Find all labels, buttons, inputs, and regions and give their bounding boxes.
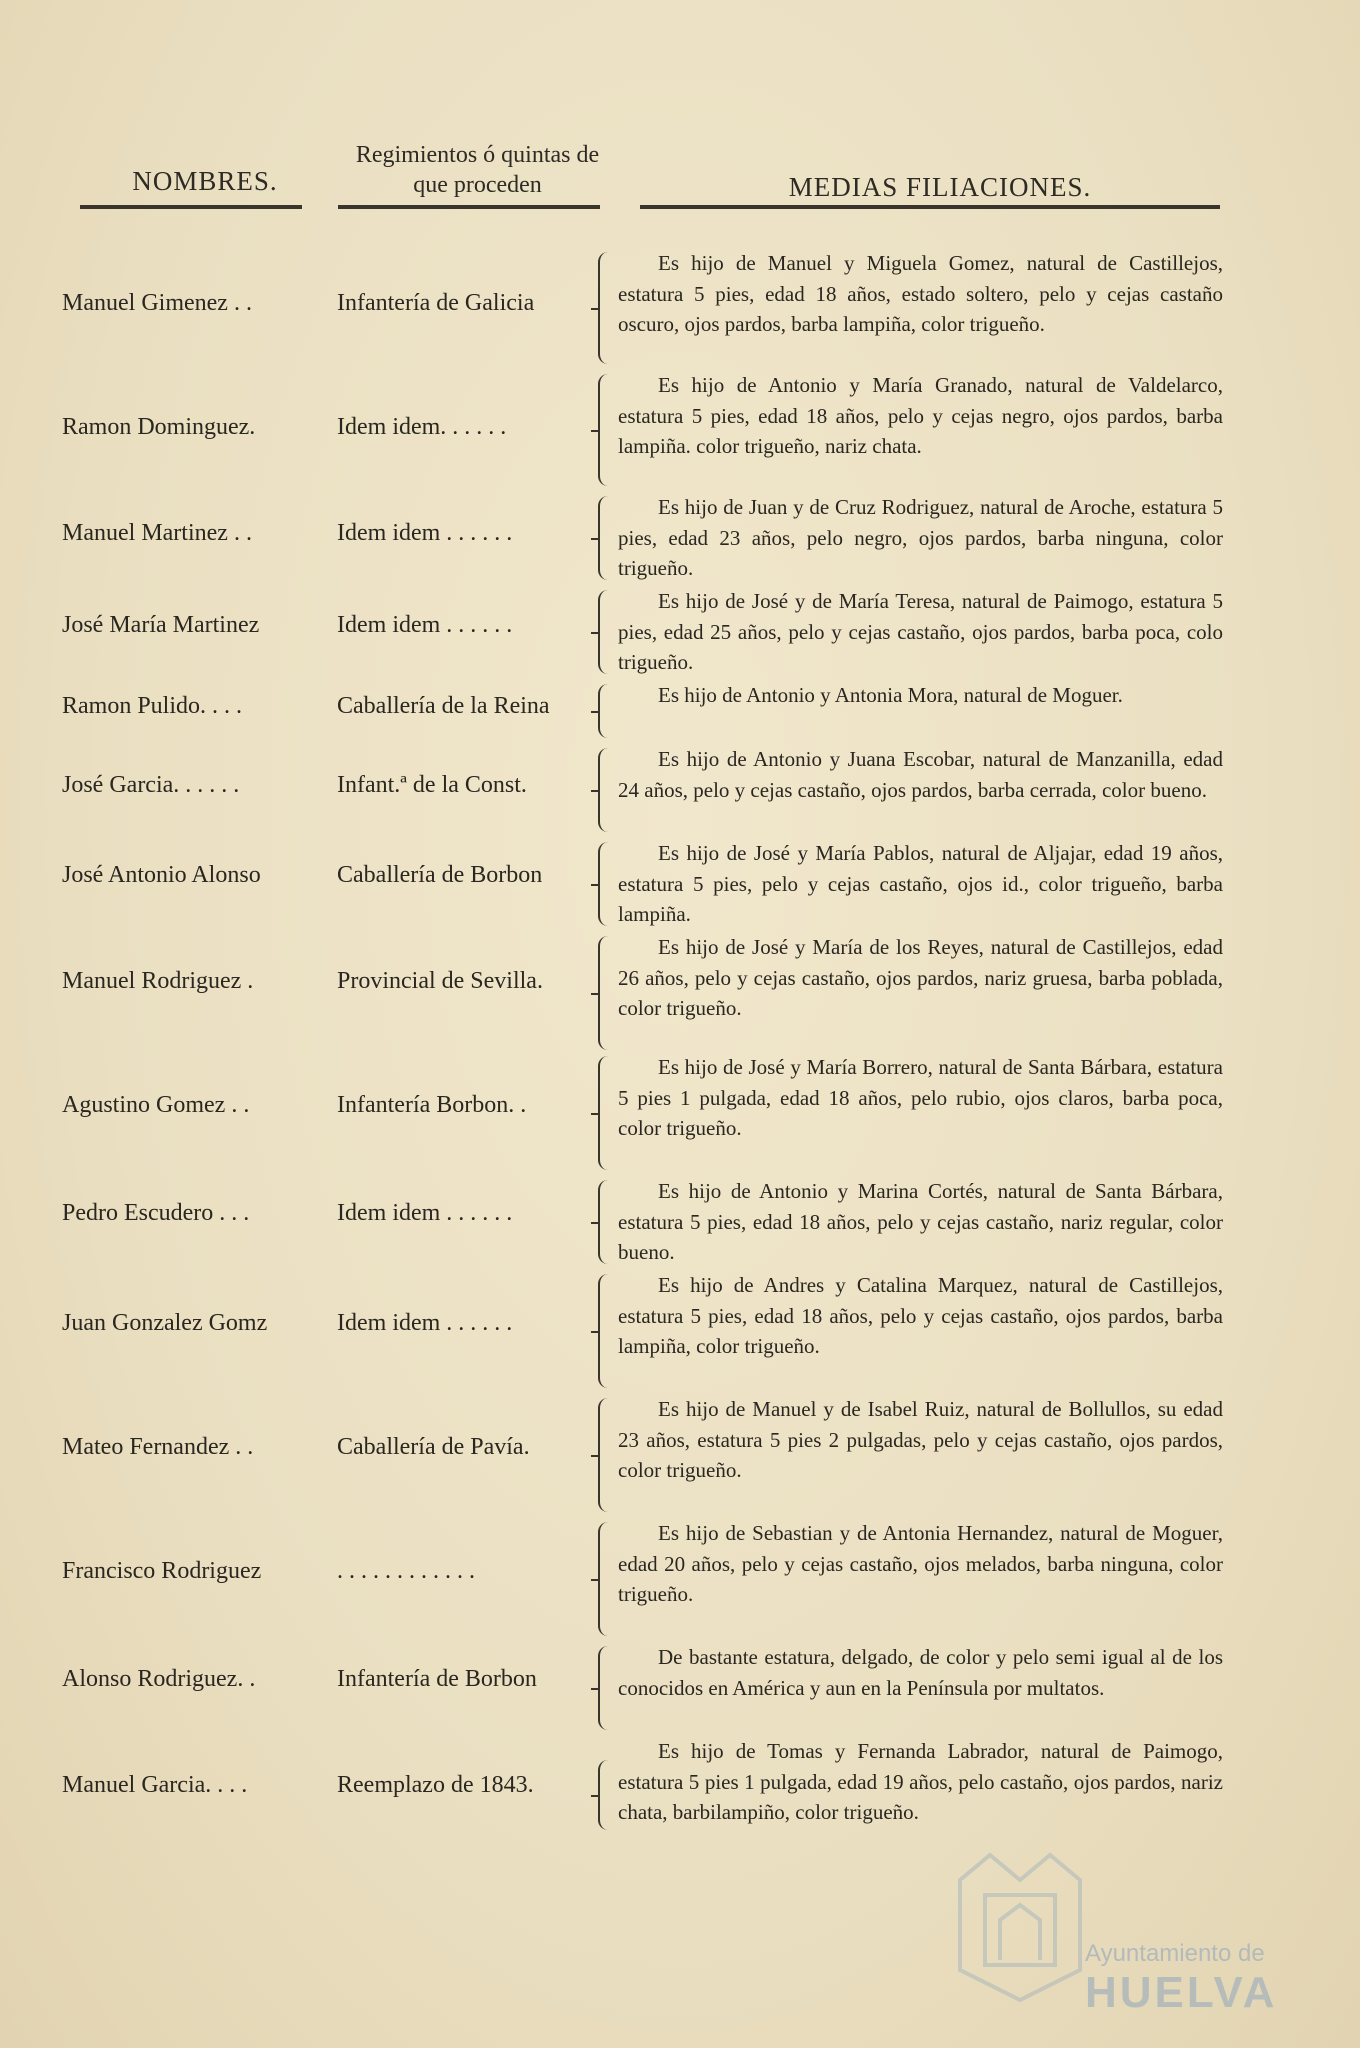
table-row (0, 1518, 1360, 1640)
row-regiment: Idem idem. . . . . . (337, 414, 507, 440)
row-description: Es hijo de José y María Borrero, natural de Santa Bárbara, estatura 5 pies 1 pulgada, edad 18 años, pelo rubio, ojos claros, barba poca, color trigueño. (618, 1055, 1223, 1140)
row-brace (598, 1274, 618, 1388)
row-brace (598, 748, 618, 832)
row-regiment: Infantería Borbon. . (337, 1092, 527, 1118)
row-name: Francisco Rodriguez (62, 1558, 262, 1584)
table-row (0, 1176, 1360, 1268)
table-row (0, 1642, 1360, 1734)
header-descriptions: MEDIAS FILIACIONES. (788, 172, 1092, 202)
watermark-line2: HUELVA (1085, 1968, 1278, 2017)
row-brace (598, 590, 618, 674)
row-name: Manuel Gimenez . . (62, 290, 252, 316)
row-brace (598, 1522, 618, 1636)
table-row (0, 1394, 1360, 1516)
row-brace (598, 496, 618, 580)
row-regiment: Infantería de Borbon (337, 1666, 537, 1692)
row-brace (598, 842, 618, 926)
row-description: Es hijo de Tomas y Fernanda Labrador, natural de Paimogo, estatura 5 pies 1 pulgada, edad 19 años, pelo castaño, ojos pardos, nariz chata, barbilampiño, color trigueño. (618, 1739, 1223, 1824)
row-brace (598, 1760, 618, 1830)
row-name: José María Martinez (62, 612, 260, 638)
header-rule-regiments (338, 205, 600, 209)
row-description: Es hijo de Antonio y María Granado, natural de Valdelarco, estatura 5 pies, edad 18 años, pelo y cejas negro, ojos pardos, barba lampiña. color trigueño, nariz chata. (618, 373, 1223, 458)
row-description: Es hijo de Antonio y Juana Escobar, natural de Manzanilla, edad 24 años, pelo y cejas castaño, ojos pardos, barba cerrada, color bueno. (618, 747, 1223, 802)
row-name: Juan Gonzalez Gomz (62, 1310, 268, 1336)
row-description: Es hijo de José y de María Teresa, natural de Paimogo, estatura 5 pies, edad 25 años, pelo y cejas castaño, ojos pardos, barba poca, colo trigueño. (618, 589, 1223, 674)
row-brace (598, 1646, 618, 1730)
header-regiments: Regimientos ó quintas de que proceden (355, 142, 600, 198)
table-row (0, 838, 1360, 930)
row-brace (598, 936, 618, 1050)
table-row (0, 1270, 1360, 1392)
row-regiment: Idem idem . . . . . . (337, 520, 513, 546)
header-names: NOMBRES. (132, 166, 278, 196)
row-name: Ramon Dominguez. (62, 414, 256, 440)
row-brace (598, 1056, 618, 1170)
row-name: José Garcia. . . . . . (62, 772, 240, 798)
row-brace (598, 252, 618, 364)
row-regiment: Infant.ª de la Const. (337, 772, 527, 798)
row-regiment: Idem idem . . . . . . (337, 1200, 513, 1226)
row-brace (598, 1398, 618, 1512)
row-regiment: . . . . . . . . . . . . (337, 1558, 475, 1584)
table-row (0, 744, 1360, 836)
row-description: Es hijo de José y María Pablos, natural de Aljajar, edad 19 años, estatura 5 pies, pelo y cejas castaño, ojos id., color trigueño, barba lampiña. (618, 841, 1223, 926)
row-description: Es hijo de José y María de los Reyes, natural de Castillejos, edad 26 años, pelo y cejas castaño, ojos pardos, nariz gruesa, barba poblada, color trigueño. (618, 935, 1223, 1020)
row-description: Es hijo de Andres y Catalina Marquez, natural de Castillejos, estatura 5 pies, edad 18 años, pelo y cejas castaño, ojos pardos, barba lampiña, color trigueño. (618, 1273, 1223, 1358)
table-row (0, 370, 1360, 490)
table-row (0, 932, 1360, 1054)
row-description: Es hijo de Antonio y Marina Cortés, natural de Santa Bárbara, estatura 5 pies, edad 18 años, pelo y cejas castaño, nariz regular, color bueno. (618, 1179, 1223, 1264)
watermark-line1: Ayuntamiento de (1085, 1940, 1265, 1967)
row-regiment: Idem idem . . . . . . (337, 1310, 513, 1336)
row-brace (598, 374, 618, 486)
row-regiment: Caballería de Borbon (337, 862, 543, 888)
table-row (0, 680, 1360, 742)
table-row (0, 1052, 1360, 1174)
table-row (0, 492, 1360, 584)
table-row (0, 586, 1360, 678)
row-name: Pedro Escudero . . . (62, 1200, 250, 1226)
row-regiment: Caballería de Pavía. (337, 1434, 530, 1460)
row-name: Manuel Garcia. . . . (62, 1772, 248, 1798)
row-description: Es hijo de Manuel y Miguela Gomez, natural de Castillejos, estatura 5 pies, edad 18 años, estado soltero, pelo y cejas castaño oscuro, ojos pardos, barba lampiña, color trigueño. (618, 251, 1223, 336)
row-name: Alonso Rodriguez. . (62, 1666, 256, 1692)
header-rule-descriptions (640, 205, 1220, 209)
row-description: Es hijo de Juan y de Cruz Rodriguez, natural de Aroche, estatura 5 pies, edad 23 años, pelo negro, ojos pardos, barba ninguna, color trigueño. (618, 495, 1223, 580)
row-description: Es hijo de Manuel y de Isabel Ruiz, natural de Bollullos, su edad 23 años, estatura 5 pies 2 pulgadas, pelo y cejas castaño, ojos pardos, color trigueño. (618, 1397, 1223, 1482)
row-regiment: Reemplazo de 1843. (337, 1772, 534, 1798)
row-regiment: Caballería de la Reina (337, 693, 550, 719)
table-row (0, 248, 1360, 368)
header-rule-names (80, 205, 302, 209)
row-name: José Antonio Alonso (62, 862, 261, 888)
row-regiment: Idem idem . . . . . . (337, 612, 513, 638)
row-name: Ramon Pulido. . . . (62, 693, 243, 719)
row-regiment: Infantería de Galicia (337, 290, 535, 316)
row-name: Manuel Rodriguez . (62, 968, 254, 994)
row-description: Es hijo de Sebastian y de Antonia Hernandez, natural de Moguer, edad 20 años, pelo y cejas castaño, ojos melados, barba ninguna, color trigueño. (618, 1521, 1223, 1606)
row-brace (598, 684, 618, 738)
row-name: Mateo Fernandez . . (62, 1434, 254, 1460)
row-brace (598, 1180, 618, 1264)
row-description: Es hijo de Antonio y Antonia Mora, natural de Moguer. (658, 683, 1123, 707)
row-name: Manuel Martinez . . (62, 520, 252, 546)
row-name: Agustino Gomez . . (62, 1092, 250, 1118)
row-regiment: Provincial de Sevilla. (337, 968, 543, 994)
row-description: De bastante estatura, delgado, de color y pelo semi igual al de los conocidos en América y aun en la Península por multatos. (618, 1645, 1223, 1700)
